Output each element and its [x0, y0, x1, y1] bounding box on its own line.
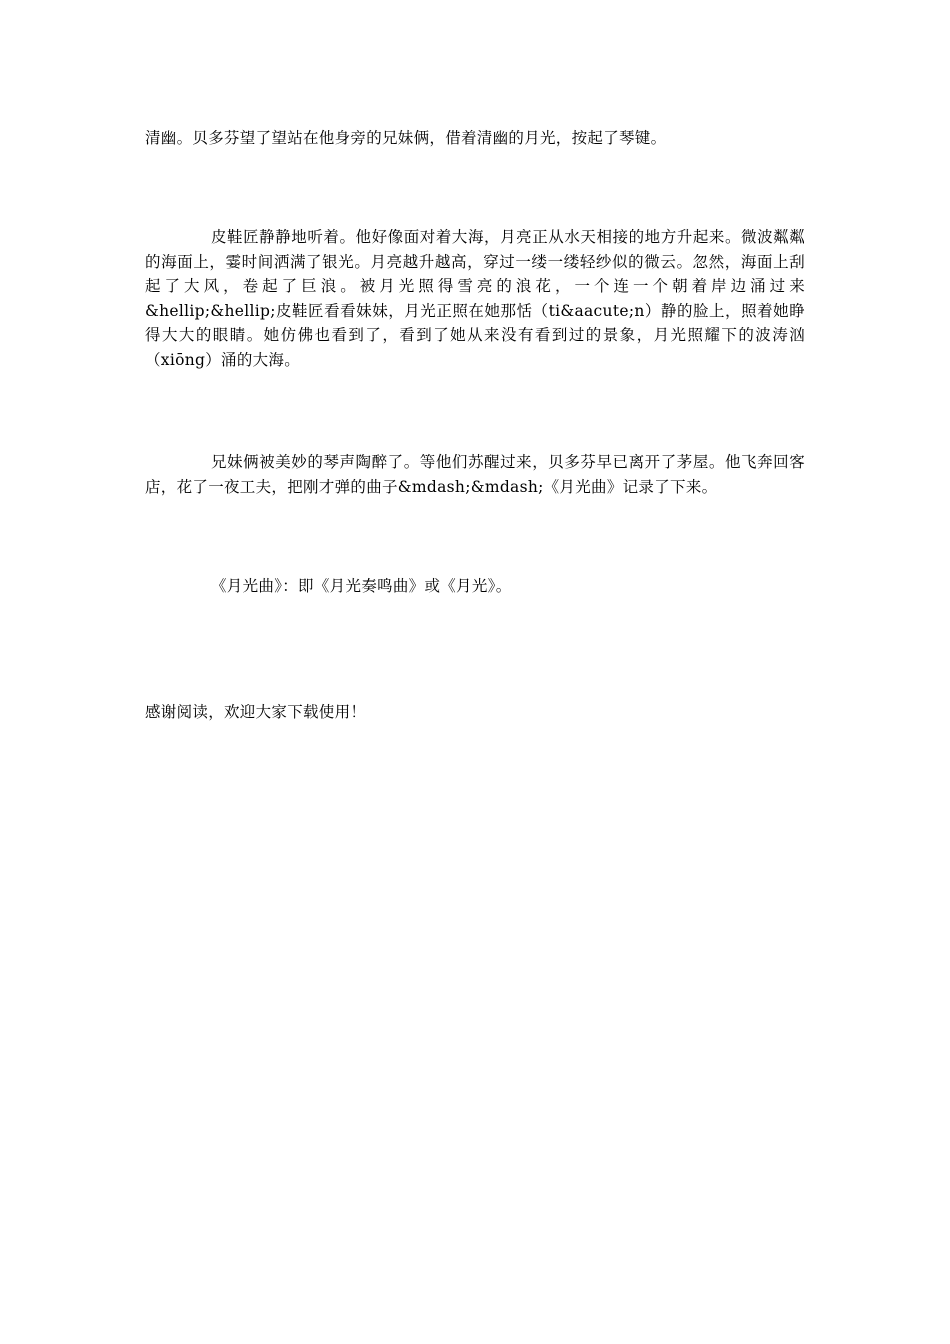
paragraph-siblings-enchanted: 兄妹俩被美妙的琴声陶醉了。等他们苏醒过来，贝多芬早已离开了茅屋。他飞奔回客店，花了一夜工夫，把刚才弹的曲子&mdash;&mdash;《月光曲》记录了下来。	[145, 453, 805, 496]
paragraph-footnote: 《月光曲》：即《月光奏鸣曲》或《月光》。	[211, 577, 512, 595]
paragraph-cobbler-listening: 皮鞋匠静静地听着。他好像面对着大海，月亮正从水天相接的地方升起来。微波粼粼的海面上，霎时间洒满了银光。月亮越升越高，穿过一缕一缕轻纱似的微云。忽然，海面上刮起了大风，卷起了巨浪。被月光照得雪亮的浪花，一个连一个朝着岸边涌过来&hellip;&hellip;皮鞋匠看看妹妹，月光正照在她那恬（ti&aacute;n）静的脸上，照着她睁得大大的眼睛。她仿佛也看到了，看到了她从来没有看到过的景象，月光照耀下的波涛汹（xiōng）涌的大海。	[145, 228, 805, 369]
paragraph-moonlight-keys: 清幽。贝多芬望了望站在他身旁的兄妹俩，借着清幽的月光，按起了琴键。	[145, 129, 667, 147]
paragraph-thanks: 感谢阅读，欢迎大家下载使用！	[145, 703, 367, 721]
